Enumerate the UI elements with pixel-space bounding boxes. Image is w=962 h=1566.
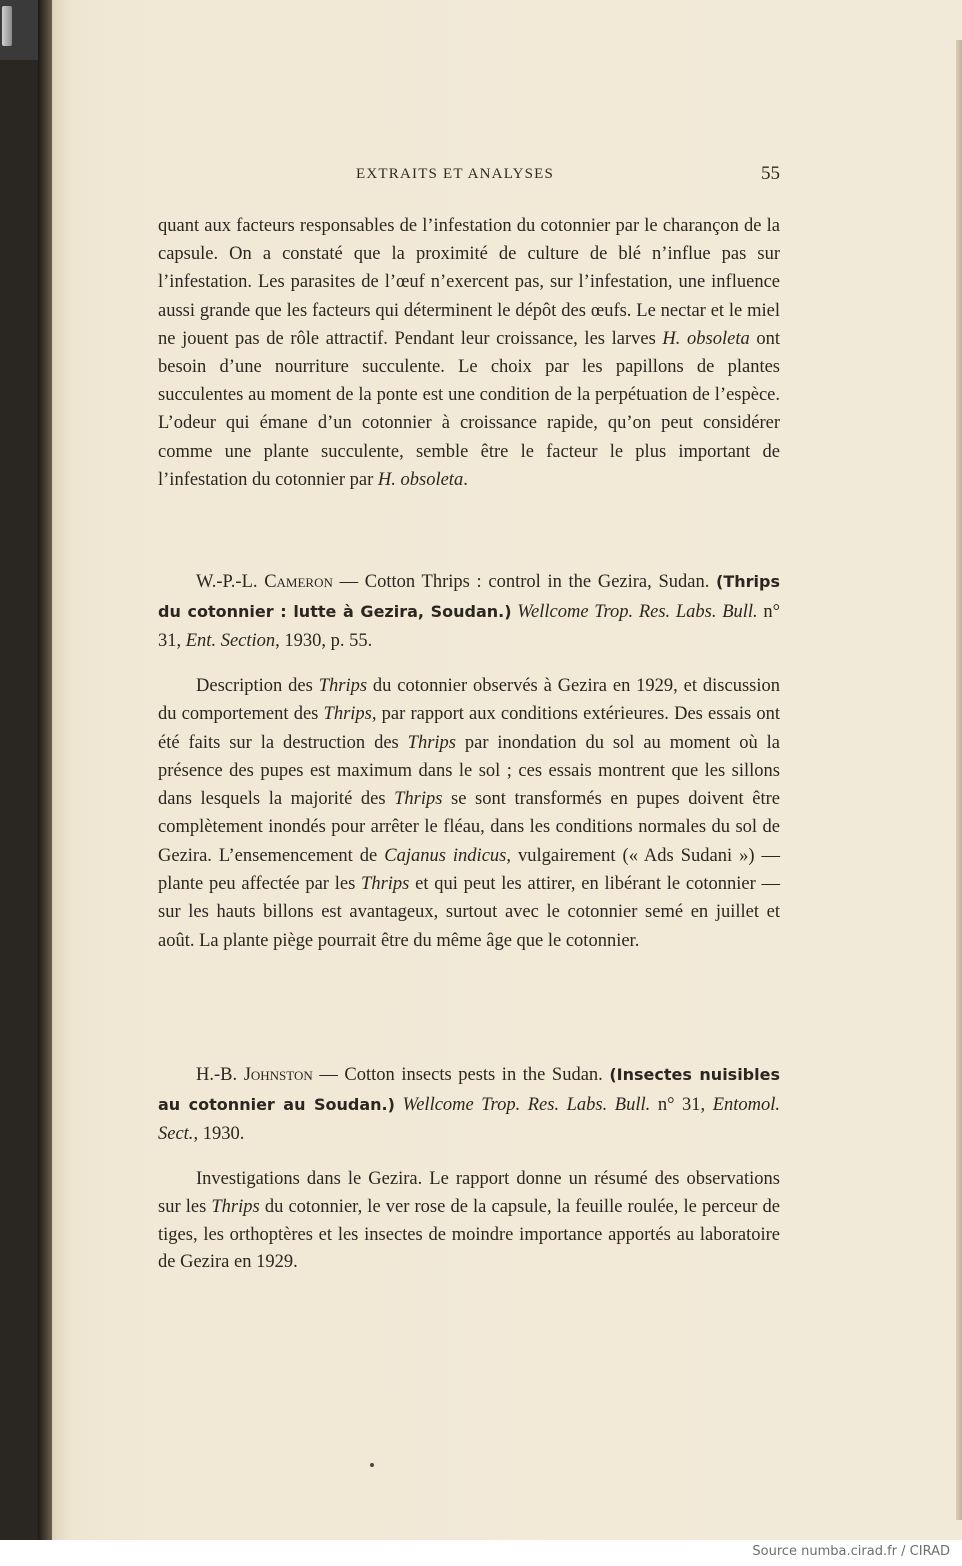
ink-speck <box>370 1463 374 1467</box>
abstract-gezira <box>158 1166 780 1277</box>
title-english: — Cotton insects pests in the Sudan. <box>312 1065 610 1085</box>
year-page: , 1930, p. 55. <box>275 631 373 651</box>
journal-section: Entomol. Sect. <box>158 1095 781 1144</box>
journal-number: n° 31, <box>158 602 781 651</box>
abstract-thrips <box>158 672 780 955</box>
title-french: (Thrips du cotonnier : lutte à Gezira, Soudan.) <box>158 572 780 621</box>
title-french: (Insectes nuisibles au cotonnier au Soudan.) <box>158 1065 780 1114</box>
reference-johnston <box>158 1060 780 1149</box>
page-edge <box>956 40 962 1520</box>
journal-name: Wellcome Trop. Res. Labs. Bull. <box>517 602 758 622</box>
author-name: Cameron <box>264 572 333 592</box>
paragraph-text: quant aux facteurs responsables de l’infestation du cotonnier par le charançon de la capsule. On a constaté que la proximité de culture de blé n’influe pas sur l’infestation. Les parasites de l’œuf n’exercent pas, sur l’infestation, une influence aussi grande que les facteurs qui déterminent le dépôt des œufs. Le nectar et le miel ne jouent pas de rôle attractif. Pendant leur croissance, les larves H. obsoleta ont besoin d’une nourriture succulente. Le choix par les papillons de plantes succulentes au moment de la ponte est une condition de la perpétuation de l’espèce. L’odeur qui émane d’un cotonnier à croissance rapide, qu’on peut considérer comme une plante succulente, semble être le facteur le plus important de l’infestation du cotonnier par H. obsoleta. <box>158 216 781 490</box>
source-credit: Source numba.cirad.fr / CIRAD <box>752 1544 950 1559</box>
paragraph-text: Description des Thrips du cotonnier observés à Gezira en 1929, et discussion du comportement des Thrips, par rapport aux conditions extérieures. Des essais ont été faits sur la destruction des Thrips par inondation du sol au moment où la présence des pupes est maximum dans le sol ; ces essais montrent que les sillons dans lesquels la majorité des Thrips se sont transformés en pupes doivent être complètement inondés pour arrêter le fléau, dans les conditions normales du sol de Gezira. L’ensemencement de Cajanus indicus, vulgairement (« Ads Sudani ») — plante peu affectée par les Thrips et qui peut les attirer, en libérant le cotonnier — sur les hauts billons est avantageux, surtout avec le cotonnier semé en juillet et août. La plante piège pourrait être du même âge que le cotonnier. <box>158 676 781 951</box>
title-english: — Cotton Thrips : control in the Gezira, Sudan. <box>332 572 717 592</box>
book-spine <box>0 0 38 60</box>
author-initials: H.-B. <box>196 1065 238 1085</box>
author-initials: W.-P.-L. <box>196 572 258 592</box>
binding-clip <box>2 6 12 46</box>
page-gutter-shadow <box>38 0 52 1540</box>
journal-section: Ent. Section <box>185 631 276 651</box>
journal-number: n° 31, <box>650 1095 713 1115</box>
running-head: EXTRAITS ET ANALYSES <box>356 166 555 182</box>
book-page <box>38 0 962 1540</box>
author-name: Johnston <box>243 1065 313 1085</box>
page-header <box>356 163 782 190</box>
paragraph-continuation <box>158 212 780 494</box>
paragraph-text: Investigations dans le Gezira. Le rapport donne un résumé des observations sur les Thrips du cotonnier, le ver rose de la capsule, la feuille roulée, le perceur de tiges, les orthoptères et les insectes de moindre importance apportés au laboratoire de Gezira en 1929. <box>158 1169 780 1273</box>
reference-cameron <box>158 567 780 656</box>
journal-name: Wellcome Trop. Res. Labs. Bull. <box>402 1095 651 1115</box>
year-page: , 1930. <box>193 1124 245 1144</box>
page-number: 55 <box>761 163 780 184</box>
